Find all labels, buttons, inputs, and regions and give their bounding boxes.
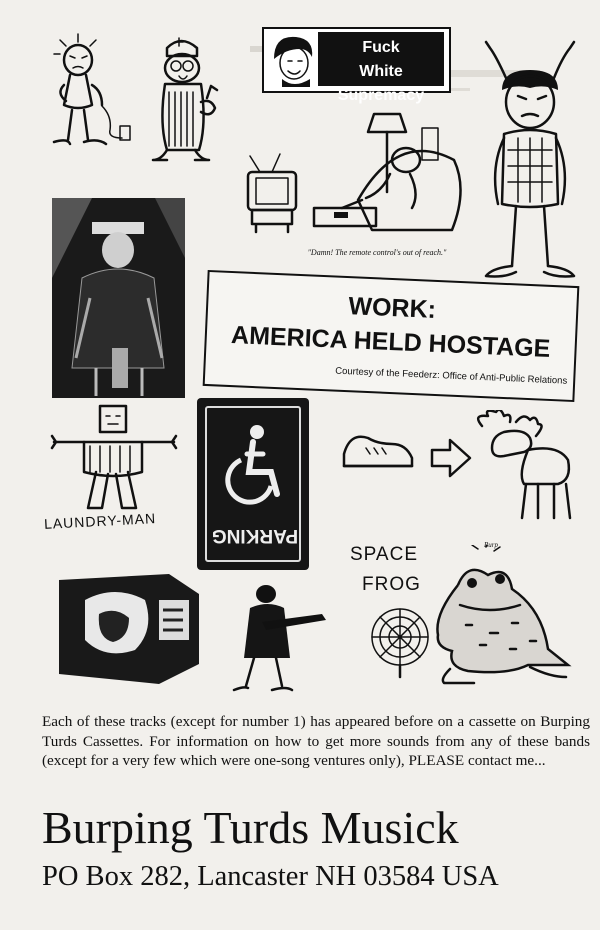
space-frog-line-2: FROG bbox=[362, 574, 421, 595]
space-frog-illustration bbox=[360, 545, 575, 695]
work-title-line-1: WORK: bbox=[347, 292, 437, 324]
label-name: Burping Turds Musick bbox=[42, 802, 459, 853]
wrecked-phone-photo bbox=[55, 570, 203, 688]
sign-border bbox=[205, 406, 301, 562]
work-title-line-2: AMERICA HELD HOSTAGE bbox=[230, 321, 551, 363]
smiling-woman-icon bbox=[268, 33, 316, 87]
laundry-man-illustration bbox=[44, 402, 184, 514]
parking-word: PARKING bbox=[211, 525, 299, 546]
laundry-man-label: LAUNDRY-MAN bbox=[43, 510, 157, 532]
angry-phone-man-illustration bbox=[40, 30, 140, 160]
slogan-line-2: White Supremacy bbox=[337, 63, 425, 104]
frog-burp-label: Burp bbox=[484, 541, 498, 549]
label-address: PO Box 282, Lancaster NH 03584 USA bbox=[42, 861, 499, 892]
wheelchair-icon bbox=[219, 420, 289, 506]
police-officer-photo bbox=[52, 198, 185, 398]
handicap-parking-sign bbox=[197, 398, 309, 570]
remote-control-cartoon bbox=[238, 108, 468, 248]
shoe-to-moose-rebus bbox=[340, 410, 576, 522]
cartoon-caption: "Damn! The remote control's out of reach." bbox=[307, 248, 447, 257]
space-frog-line-1: SPACE bbox=[350, 544, 419, 565]
political-slogan bbox=[318, 32, 444, 104]
work-hostage-panel bbox=[203, 270, 580, 402]
soldier-with-rifle-illustration bbox=[232, 582, 332, 698]
political-sticker bbox=[262, 27, 451, 104]
tracks-notice: Each of these tracks (except for number 1) has appeared before on a cassette on Burping Turds Cassettes. For information on how to get more sounds from any of these bands (except for a very few which were one-song ventures only), PLEASE contact me... bbox=[42, 713, 590, 770]
feederz-credit: Courtesy of the Feederz: Office of Anti-Public Relations bbox=[335, 365, 568, 387]
antenna-man-illustration bbox=[478, 34, 583, 284]
slogan-line-1: Fuck bbox=[362, 39, 400, 56]
windup-doctor-illustration bbox=[145, 32, 220, 172]
